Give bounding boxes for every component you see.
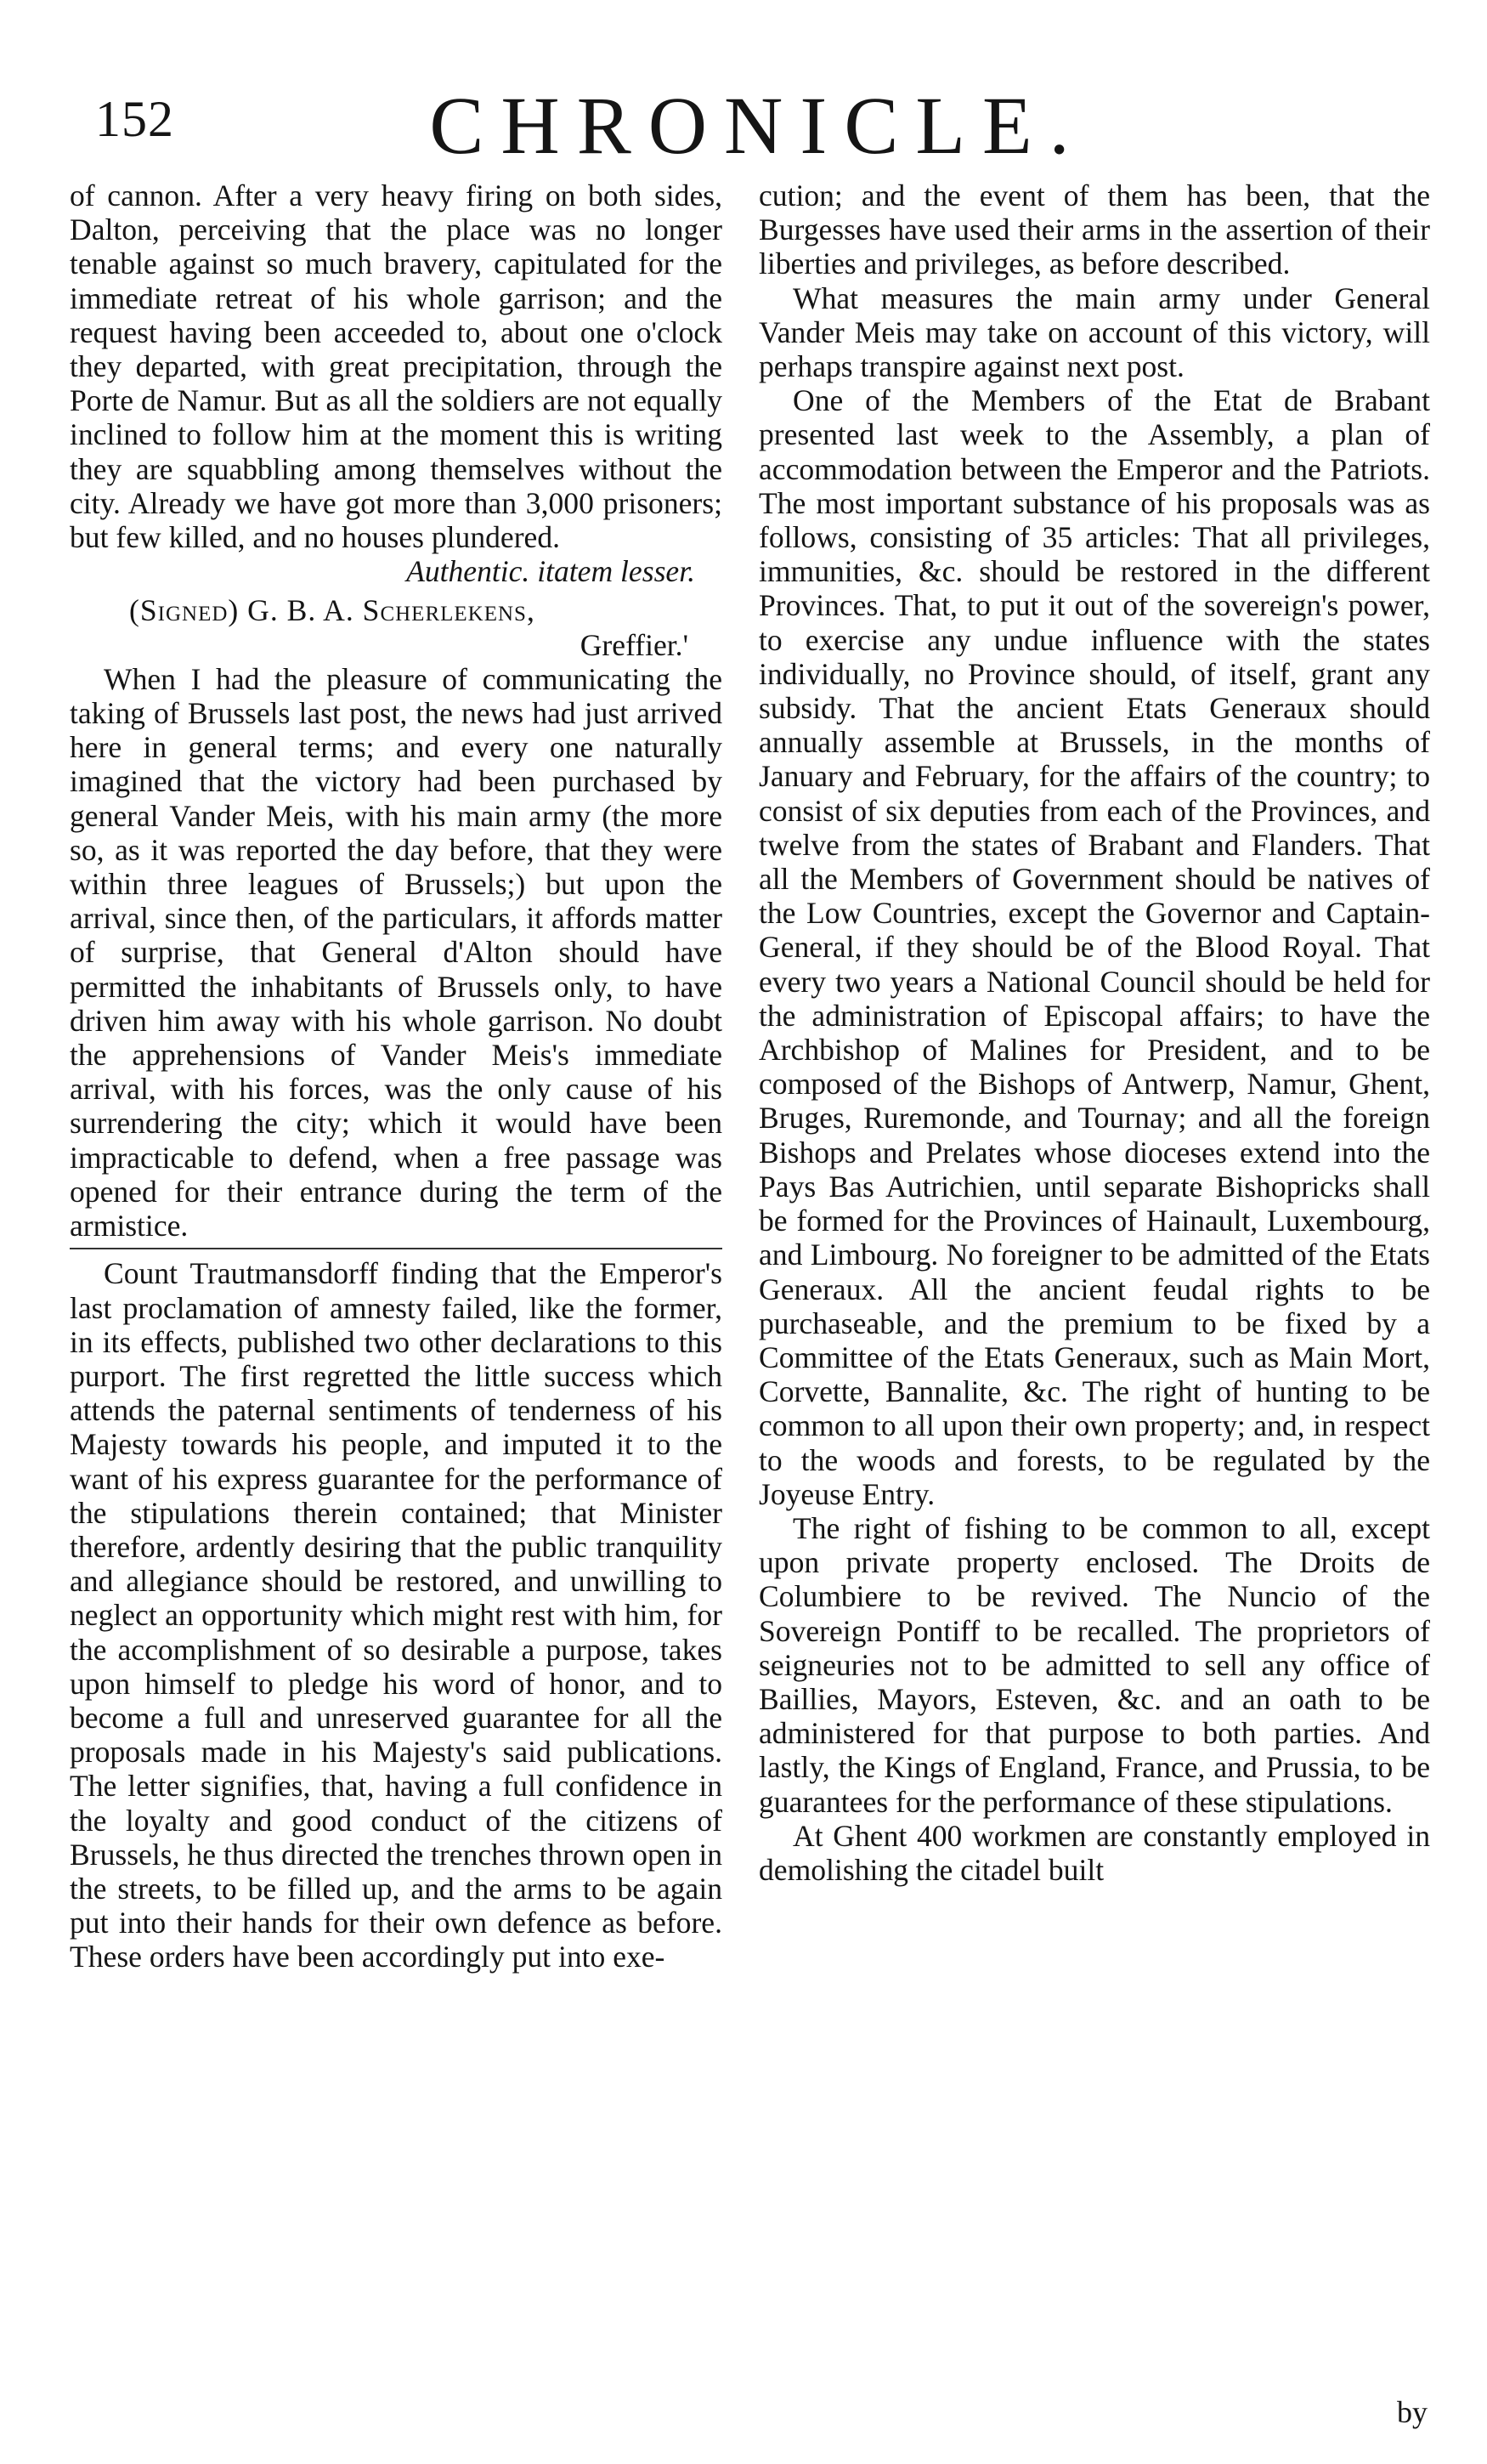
section-rule [70,1248,722,1249]
paragraph: One of the Members of the Etat de Brabant presented last week to the Assembly, a plan of accommodation between the Emperor and the Patriots. The most important substance of his proposals was as follows, consisting of 35 articles: That all privileges, immunities, &c. should be restored in the different Provinces. That, to put it out of the sovereign's power, to exercise any undue influence with the states individually, no Province should, of itself, grant any subsidy. That the ancient Etats Generaux should annually assemble at Brussels, in the months of January and February, for the affairs of the country; to consist of six deputies from each of the Provinces, and twelve from the states of Brabant and Flanders. That all the Members of Government should be natives of the Low Countries, except the Governor and Captain-General, if they should be of the Blood Royal. That every two years a National Council should be held for the administration of Episcopal affairs; to have the Archbishop of Malines for President, and to be composed of the Bishops of Antwerp, Namur, Ghent, Bruges, Ruremonde, and Tournay; and all the foreign Bishops and Prelates whose dioceses extend into the Pays Bas Autrichien, until separate Bishopricks shall be formed for the Provinces of Hainault, Luxembourg, and Limbourg. No foreigner to be admitted of the Etats Generaux. All the ancient feudal rights to be purchaseable, and the premium to be fixed by a Committee of the Etats Generaux, such as Main Mort, Corvette, Bannalite, &c. The right of hunting to be common to all upon their own property; and, in respect to the woods and forests, to be regulated by the Joyeuse Entry. [759,383,1430,1511]
paragraph: At Ghent 400 workmen are constantly employed in demolishing the citadel built [759,1818,1430,1887]
signature-name: (Signed) G. B. A. Scherlekens, [129,593,535,628]
paragraph: What measures the main army under General Vander Meis may take on account of this victory, will perhaps transpire against next post. [759,280,1430,384]
page-number: 152 [95,91,174,147]
page-header [95,78,1421,180]
left-column [70,178,722,1974]
paragraph-continued: cution; and the event of them has been, that the Burgesses have used their arms in the assertion of their liberties and privileges, as before described. [759,178,1430,281]
right-column [759,178,1430,1887]
paragraph: When I had the pleasure of communicating the taking of Brussels last post, the news had just arrived here in general terms; and every one naturally imagined that the victory had been purchased by general Vander Meis, with his main army (the more so, as it was reported the day before, that they were within three leagues of Brussels;) but upon the arrival, since then, of the particulars, it affords matter of surprise, that General d'Alton should have permitted the inhabitants of Brussels only, to have driven him away with his whole garrison. No doubt the apprehensions of Vander Meis's immediate arrival, with his forces, was the only cause of his surrendering the city; which it would have been impracticable to defend, when a free passage was opened for their entrance during the term of the armistice. [70,661,722,1243]
signature-title: Greffier.' [580,627,688,662]
attribution-line: Authentic. itatem lesser. [406,554,695,589]
paragraph-continued: of cannon. After a very heavy firing on both sides, Dalton, perceiving that the place was no longer tenable against so much bravery, capitulated for the immediate retreat of his whole garrison; and the request having been acceeded to, about one o'clock they departed, with great precipitation, through the Porte de Namur. But as all the soldiers are not equally inclined to follow him at the moment this is writing they are squabbling among themselves without the city. Already we have got more than 3,000 prisoners; but few killed, and no houses plundered. [70,178,722,555]
paragraph: The right of fishing to be common to all, except upon private property enclosed. The Droits de Columbiere to be revived. The Nuncio of the Sovereign Pontiff to be recalled. The proprietors of seigneuries not to be admitted to sell any office of Baillies, Mayors, Esteven, &c. and an oath to be administered for that purpose to both parties. And lastly, the Kings of England, France, and Prussia, to be guarantees for the performance of these stipulations. [759,1510,1430,1819]
paragraph: Count Trautmansdorff finding that the Emperor's last proclamation of amnesty failed, like the former, in its effects, published two other declarations to this purport. The first regretted the little success which attends the paternal sentiments of tenderness of his Majesty towards his people, and imputed it to the want of his express guarantee for the performance of the stipulations therein contained; that Minister therefore, ardently desiring that the public tranquility and allegiance should be restored, and unwilling to neglect an opportunity which might rest with him, for the accomplishment of so desirable a purpose, takes upon himself to pledge his word of honor, and to become a full and unreserved guarantee for all the proposals made in his Majesty's said publications. The letter signifies, that, having a full confidence in the loyalty and good conduct of the citizens of Brussels, he thus directed the trenches thrown open in the streets, to be filled up, and the arms to be again put into their hands for their own defence as before. These orders have been accordingly put into exe- [70,1256,722,1974]
running-head: CHRONICLE. [429,80,1087,171]
catchword: by [1397,2395,1428,2429]
